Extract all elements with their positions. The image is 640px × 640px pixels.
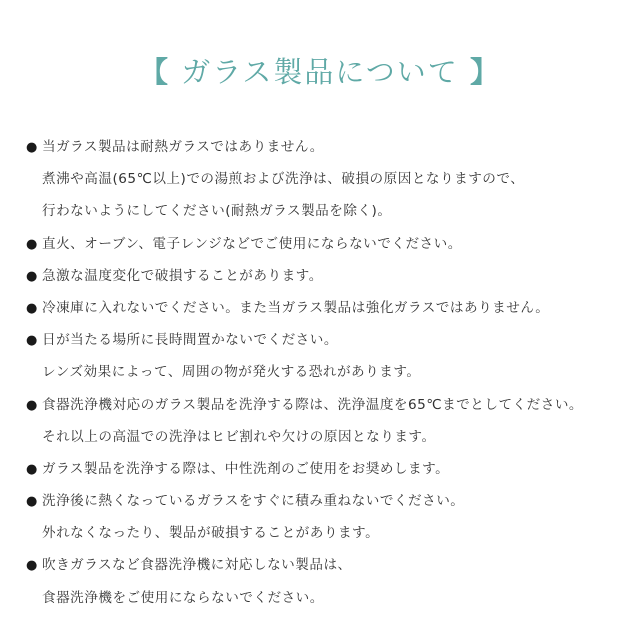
- note-continuation: [26, 582, 626, 614]
- bullet-icon: ●: [26, 494, 38, 510]
- note-continuation: [26, 163, 626, 195]
- note-text: 行わないようにしてください(耐熱ガラス製品を除く)。: [42, 203, 392, 220]
- bullet-icon: ●: [26, 236, 38, 252]
- note-continuation: [26, 356, 626, 388]
- bullet-icon: ●: [26, 397, 38, 413]
- note-line: [26, 549, 626, 581]
- page-title: [0, 50, 640, 91]
- note-line: [26, 228, 626, 260]
- note-text: 食器洗浄機をご使用にならないでください。: [42, 589, 324, 606]
- note-text: 急激な温度変化で破損することがあります。: [42, 267, 323, 284]
- note-line: [26, 131, 626, 163]
- note-line: [26, 324, 626, 356]
- note-continuation: [26, 421, 626, 453]
- title-open-bracket: 【: [138, 55, 170, 89]
- note-text: 吹きガラスなど食器洗浄機に対応しない製品は、: [42, 557, 352, 574]
- title-close-bracket: 】: [470, 55, 502, 89]
- title-text: ガラス製品について: [181, 55, 459, 89]
- note-line: [26, 292, 626, 324]
- note-text: レンズ効果によって、周囲の物が発火する恐れがあります。: [42, 364, 421, 381]
- bullet-icon: ●: [26, 333, 38, 349]
- bullet-icon: ●: [26, 558, 38, 574]
- note-continuation: [26, 195, 626, 227]
- note-text: 冷凍庫に入れないでください。また当ガラス製品は強化ガラスではありません。: [42, 299, 550, 316]
- bullet-icon: ●: [26, 140, 38, 155]
- note-text: 当ガラス製品は耐熱ガラスではありません。: [42, 139, 324, 155]
- bullet-icon: ●: [26, 300, 38, 316]
- note-text: 直火、オーブン、電子レンジなどでご使用にならないでください。: [42, 235, 462, 252]
- note-text: それ以上の高温での洗浄はヒビ割れや欠けの原因となります。: [42, 428, 436, 445]
- note-text: 煮沸や高温(65℃以上)での湯煎および洗浄は、破損の原因となりますので、: [42, 171, 525, 188]
- note-line: [26, 485, 626, 517]
- note-line: [26, 260, 626, 292]
- note-line: [26, 453, 626, 485]
- note-text: ガラス製品を洗浄する際は、中性洗剤のご使用をお奨めします。: [42, 460, 450, 477]
- bullet-icon: ●: [26, 461, 38, 477]
- bullet-icon: ●: [26, 268, 38, 284]
- notes-list: [26, 131, 626, 614]
- note-text: 日が当たる場所に長時間置かないでください。: [42, 332, 338, 349]
- note-continuation: [26, 517, 626, 549]
- note-text: 食器洗浄機対応のガラス製品を洗浄する際は、洗浄温度を65℃までとしてください。: [42, 396, 584, 413]
- note-text: 洗浄後に熱くなっているガラスをすぐに積み重ねないでください。: [42, 493, 465, 510]
- note-line: [26, 389, 626, 421]
- note-text: 外れなくなったり、製品が破損することがあります。: [42, 525, 380, 542]
